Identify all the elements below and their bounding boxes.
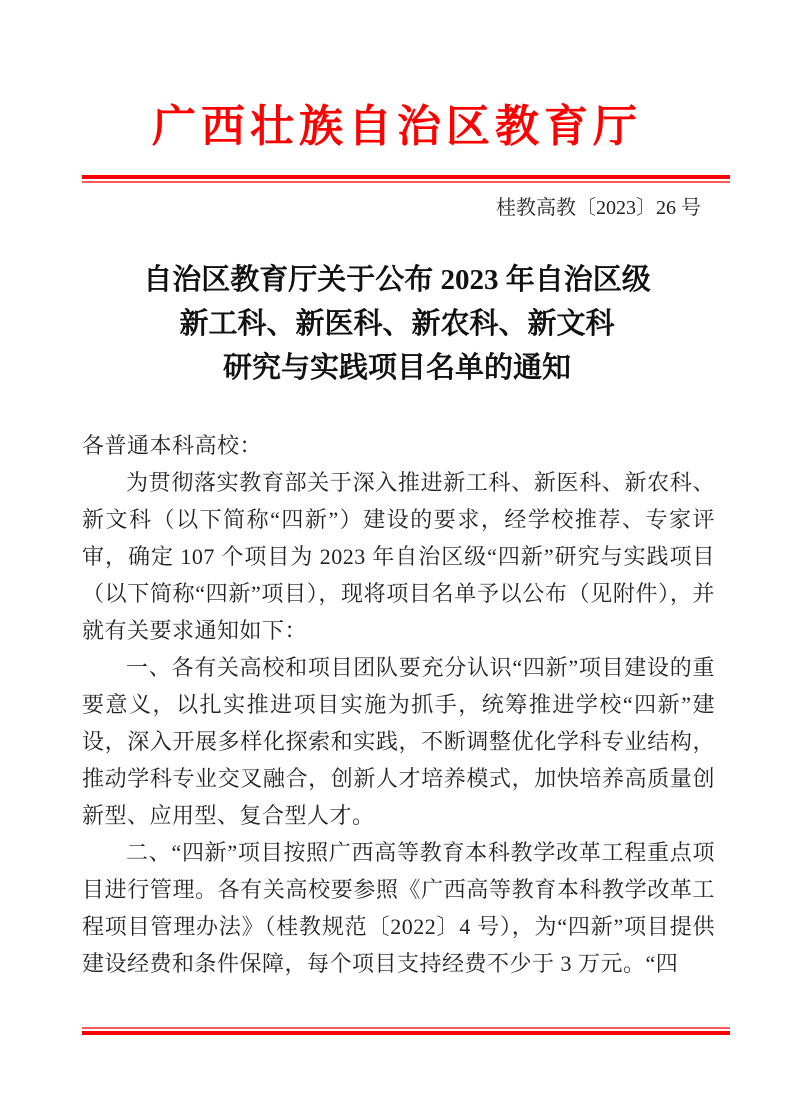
letterhead-double-rule — [82, 175, 730, 183]
notice-title-line-3: 研究与实践项目名单的通知 — [222, 352, 571, 384]
notice-title-line-2: 新工科、新医科、新农科、新文科 — [179, 308, 615, 340]
notice-body — [82, 427, 715, 982]
paragraph-item-2: 二、“四新”项目按照广西高等教育本科教学改革工程重点项目进行管理。各有关高校要参照《广西高等教育本科教学改革工程项目管理办法》（桂教规范〔2022〕4 号），为“四新”项目提供建设经费和条件保障，每个项目支持经费不少于 3 万元。“四 — [82, 840, 715, 976]
notice-title — [0, 258, 794, 390]
footer-double-rule — [82, 1027, 730, 1035]
salutation: 各普通本科高校： — [82, 433, 263, 458]
letterhead-agency-title: 广西壮族自治区教育厅 — [152, 102, 642, 151]
paragraph-intro: 为贯彻落实教育部关于深入推进新工科、新医科、新农科、新文科（以下简称“四新”）建设的要求，经学校推荐、专家评审，确定 107 个项目为 2023 年自治区级“四新”研究与实践项目（以下简称“四新”项目），现将项目名单予以公布（见附件），并就有关要求通知如下： — [82, 470, 715, 643]
notice-title-line-1: 自治区教育厅关于公布 2023 年自治区级 — [143, 264, 651, 296]
rule-thick-line — [82, 1031, 730, 1035]
rule-thin-line — [82, 181, 730, 183]
document-reference-number: 桂教高教〔2023〕26 号 — [496, 197, 701, 219]
paragraph-item-1: 一、各有关高校和项目团队要充分认识“四新”项目建设的重要意义，以扎实推进项目实施为抓手，统筹推进学校“四新”建设，深入开展多样化探索和实践，不断调整优化学科专业结构，推动学科专业交叉融合，创新人才培养模式，加快培养高质量创新型、应用型、复合型人才。 — [82, 655, 715, 828]
